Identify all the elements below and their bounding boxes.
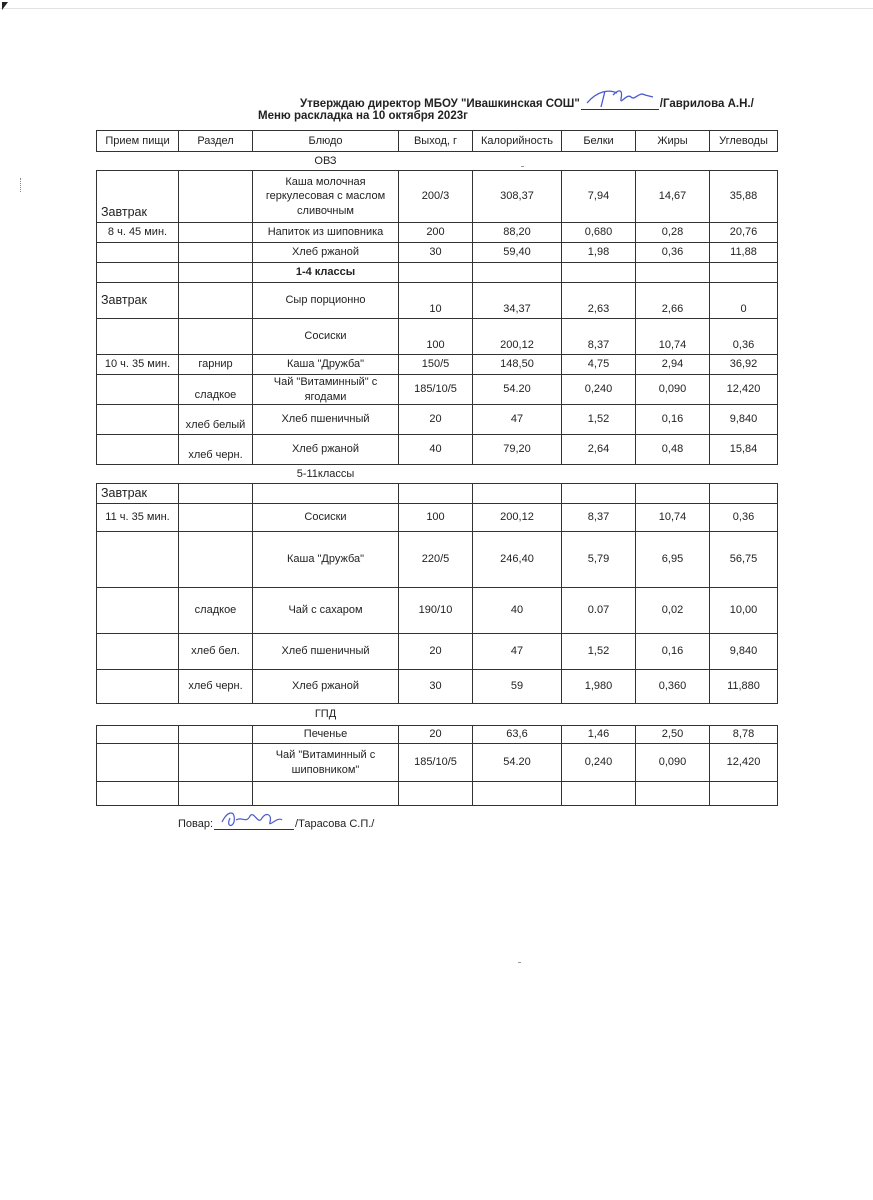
meal-cell: 8 ч. 45 мин.	[97, 223, 179, 243]
dish-cell: Хлеб пшеничный	[253, 634, 399, 670]
carbs-cell: 35,88	[710, 171, 778, 223]
section-cell: хлеб черн.	[179, 670, 253, 704]
fat-cell: 0,090	[636, 375, 710, 405]
col-carbs: Углеводы	[710, 131, 778, 152]
meal-cell	[97, 726, 179, 744]
protein-cell: 8,37	[562, 504, 636, 532]
section-cell	[179, 243, 253, 263]
dish-cell: Чай "Витаминный" с ягодами	[253, 375, 399, 405]
dish-cell: Чай "Витаминный с шиповником"	[253, 744, 399, 782]
col-protein: Белки	[562, 131, 636, 152]
col-meal: Прием пищи	[97, 131, 179, 152]
output-cell: 20	[399, 634, 473, 670]
dish-cell: Каша "Дружба"	[253, 355, 399, 375]
approval-text: Утверждаю директор МБОУ "Ивашкинская СОШ"	[300, 98, 580, 110]
scan-margin-mark	[20, 178, 23, 192]
section-row	[97, 152, 778, 171]
carbs-cell: 11,88	[710, 243, 778, 263]
carbs-cell: 0,36	[710, 319, 778, 355]
protein-cell: 0.07	[562, 588, 636, 634]
menu-table	[96, 130, 778, 806]
meal-cell	[97, 634, 179, 670]
fat-cell: 2,94	[636, 355, 710, 375]
output-cell: 30	[399, 243, 473, 263]
section-cell	[179, 223, 253, 243]
output-cell: 20	[399, 726, 473, 744]
output-cell: 190/10	[399, 588, 473, 634]
table-row	[97, 435, 778, 465]
fat-cell: 0,16	[636, 634, 710, 670]
protein-cell: 1,46	[562, 726, 636, 744]
dish-cell: Хлеб ржаной	[253, 243, 399, 263]
fat-cell: 10,74	[636, 504, 710, 532]
meal-cell: Завтрак	[97, 171, 179, 223]
table-row	[97, 243, 778, 263]
carbs-cell: 20,76	[710, 223, 778, 243]
section-cell	[179, 532, 253, 588]
fat-cell: 14,67	[636, 171, 710, 223]
output-cell: 200	[399, 223, 473, 243]
table-row	[97, 726, 778, 744]
col-section: Раздел	[179, 131, 253, 152]
table-row	[97, 670, 778, 704]
table-header-row	[97, 131, 778, 152]
table-row	[97, 223, 778, 243]
table-row	[97, 588, 778, 634]
cook-name: /Тарасова С.П./	[295, 818, 375, 830]
section-5-11: 5-11классы	[253, 465, 399, 484]
meal-cell: 11 ч. 35 мин.	[97, 504, 179, 532]
fat-cell: 0,28	[636, 223, 710, 243]
table-row	[97, 375, 778, 405]
carbs-cell: 12,420	[710, 375, 778, 405]
scan-corner-mark	[2, 2, 8, 10]
carbs-cell: 10,00	[710, 588, 778, 634]
section-cell: гарнир	[179, 355, 253, 375]
meal-cell: Завтрак	[97, 283, 179, 319]
calories-cell: 246,40	[473, 532, 562, 588]
meal-cell	[97, 375, 179, 405]
section-row	[97, 465, 778, 484]
protein-cell: 2,64	[562, 435, 636, 465]
output-cell: 220/5	[399, 532, 473, 588]
fat-cell: 0,090	[636, 744, 710, 782]
calories-cell: 47	[473, 634, 562, 670]
calories-cell: 59,40	[473, 243, 562, 263]
document-title: Меню раскладка на 10 октября 2023г	[258, 110, 468, 122]
dish-cell: Чай с сахаром	[253, 588, 399, 634]
fat-cell: 0,360	[636, 670, 710, 704]
meal-cell	[97, 670, 179, 704]
calories-cell: 54.20	[473, 744, 562, 782]
dish-cell: Каша молочная геркулесовая с маслом сливочным	[253, 171, 399, 223]
dish-cell: Печенье	[253, 726, 399, 744]
calories-cell: 34,37	[473, 283, 562, 319]
output-cell: 100	[399, 319, 473, 355]
section-gpd: ГПД	[253, 704, 399, 726]
table-row	[97, 171, 778, 223]
meal-cell	[97, 532, 179, 588]
dish-cell: Сосиски	[253, 504, 399, 532]
calories-cell: 200,12	[473, 319, 562, 355]
protein-cell: 1,52	[562, 634, 636, 670]
table-row	[97, 405, 778, 435]
carbs-cell: 12,420	[710, 744, 778, 782]
carbs-cell: 8,78	[710, 726, 778, 744]
calories-cell: 148,50	[473, 355, 562, 375]
calories-cell: 88,20	[473, 223, 562, 243]
protein-cell: 1,980	[562, 670, 636, 704]
director-signature	[581, 95, 659, 110]
dish-cell: Хлеб ржаной	[253, 435, 399, 465]
cook-label: Повар:	[178, 818, 214, 830]
output-cell: 185/10/5	[399, 744, 473, 782]
carbs-cell: 15,84	[710, 435, 778, 465]
output-cell: 10	[399, 283, 473, 319]
cook-signature	[214, 816, 294, 830]
section-ovz: ОВЗ	[253, 152, 399, 171]
output-cell: 40	[399, 435, 473, 465]
section-row	[97, 704, 778, 726]
calories-cell: 63,6	[473, 726, 562, 744]
fat-cell: 10,74	[636, 319, 710, 355]
section-1-4: 1-4 классы	[253, 263, 399, 283]
carbs-cell: 0	[710, 283, 778, 319]
meal-cell	[97, 744, 179, 782]
table-row	[97, 484, 778, 504]
calories-cell: 200,12	[473, 504, 562, 532]
table-row	[97, 355, 778, 375]
col-fat: Жиры	[636, 131, 710, 152]
protein-cell: 4,75	[562, 355, 636, 375]
section-cell: хлеб бел.	[179, 634, 253, 670]
section-cell	[179, 504, 253, 532]
table-row	[97, 283, 778, 319]
meal-cell: 10 ч. 35 мин.	[97, 355, 179, 375]
section-cell	[179, 319, 253, 355]
output-cell: 30	[399, 670, 473, 704]
carbs-cell: 9,840	[710, 634, 778, 670]
protein-cell: 0,240	[562, 375, 636, 405]
table-row	[97, 782, 778, 806]
cook-signature-line	[178, 816, 374, 830]
section-cell	[179, 744, 253, 782]
col-calories: Калорийность	[473, 131, 562, 152]
table-row	[97, 319, 778, 355]
meal-cell	[97, 435, 179, 465]
table-row	[97, 634, 778, 670]
meal-cell	[97, 319, 179, 355]
protein-cell: 5,79	[562, 532, 636, 588]
dish-cell: Хлеб пшеничный	[253, 405, 399, 435]
section-cell: сладкое	[179, 588, 253, 634]
section-row	[97, 263, 778, 283]
col-dish: Блюдо	[253, 131, 399, 152]
director-name: /Гаврилова А.Н./	[659, 98, 754, 110]
carbs-cell: 11,880	[710, 670, 778, 704]
fat-cell: 2,66	[636, 283, 710, 319]
protein-cell: 2,63	[562, 283, 636, 319]
section-cell	[179, 171, 253, 223]
dish-cell: Сосиски	[253, 319, 399, 355]
output-cell: 100	[399, 504, 473, 532]
carbs-cell: 56,75	[710, 532, 778, 588]
calories-cell: 308,37	[473, 171, 562, 223]
protein-cell: 0,680	[562, 223, 636, 243]
protein-cell: 7,94	[562, 171, 636, 223]
protein-cell: 1,52	[562, 405, 636, 435]
section-cell	[179, 726, 253, 744]
meal-cell	[97, 588, 179, 634]
fat-cell: 0,16	[636, 405, 710, 435]
output-cell: 200/3	[399, 171, 473, 223]
approval-line	[300, 90, 754, 110]
scan-speck	[518, 962, 521, 963]
meal-cell	[97, 243, 179, 263]
carbs-cell: 36,92	[710, 355, 778, 375]
output-cell: 20	[399, 405, 473, 435]
dish-cell: Напиток из шиповника	[253, 223, 399, 243]
protein-cell: 8,37	[562, 319, 636, 355]
calories-cell: 54.20	[473, 375, 562, 405]
scan-edge	[0, 8, 873, 9]
dish-cell: Сыр порционно	[253, 283, 399, 319]
section-cell: сладкое	[179, 375, 253, 405]
protein-cell: 0,240	[562, 744, 636, 782]
fat-cell: 0,02	[636, 588, 710, 634]
fat-cell: 0,36	[636, 243, 710, 263]
dish-cell: Хлеб ржаной	[253, 670, 399, 704]
carbs-cell: 9,840	[710, 405, 778, 435]
dish-cell: Каша "Дружба"	[253, 532, 399, 588]
calories-cell: 59	[473, 670, 562, 704]
table-row	[97, 504, 778, 532]
protein-cell: 1,98	[562, 243, 636, 263]
fat-cell: 6,95	[636, 532, 710, 588]
table-row	[97, 744, 778, 782]
output-cell: 150/5	[399, 355, 473, 375]
meal-cell: Завтрак	[97, 484, 179, 504]
calories-cell: 47	[473, 405, 562, 435]
section-cell: хлеб белый	[179, 405, 253, 435]
carbs-cell: 0,36	[710, 504, 778, 532]
table-row	[97, 532, 778, 588]
fat-cell: 0,48	[636, 435, 710, 465]
calories-cell: 40	[473, 588, 562, 634]
fat-cell: 2,50	[636, 726, 710, 744]
section-cell	[179, 283, 253, 319]
output-cell: 185/10/5	[399, 375, 473, 405]
calories-cell: 79,20	[473, 435, 562, 465]
section-cell: хлеб черн.	[179, 435, 253, 465]
meal-cell	[97, 405, 179, 435]
col-output: Выход, г	[399, 131, 473, 152]
